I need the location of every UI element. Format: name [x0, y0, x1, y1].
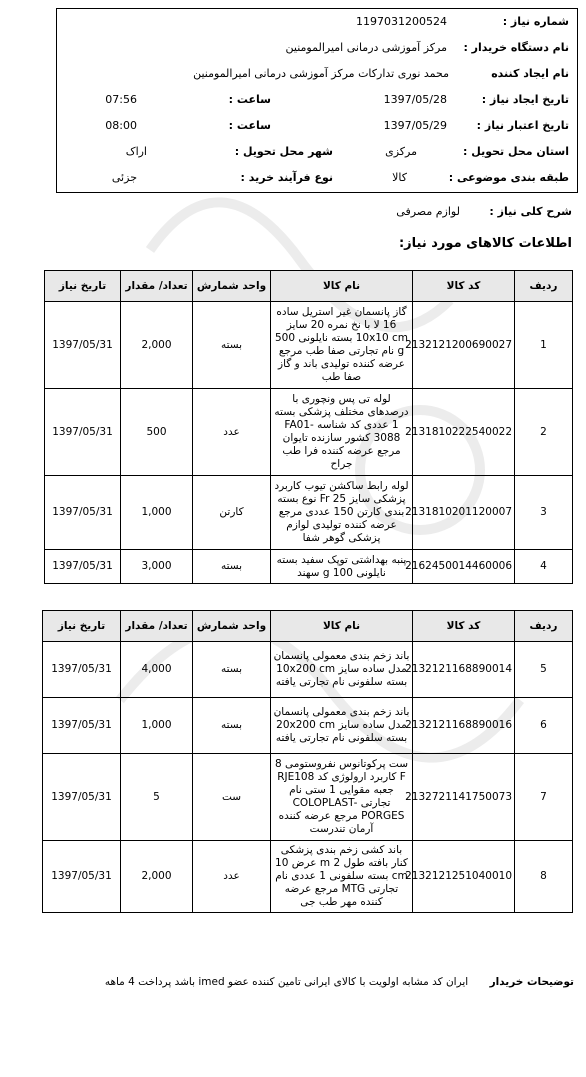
process-value: جزئی — [111, 171, 137, 184]
buyer-notes-value: ایران کد مشابه اولویت با کالای ایرانی تامین کننده عضو imed باشد پرداخت 4 ماهه — [104, 976, 469, 988]
item-unit: بسته — [193, 642, 271, 698]
province-label: استان محل تحویل : — [463, 145, 569, 158]
table-row — [43, 754, 573, 841]
item-qty: 2,000 — [121, 302, 193, 389]
need-number-value: 1197031200524 — [356, 15, 447, 28]
item-name: ست پرکوتانوس نفروستومی 8 F کاربرد ارولوژی کد RJE108 جعبه مقوایی 1 ستی نام تجارتی COLOPLAST-PORGES مرجع عرضه کننده آرمان تندرست — [271, 754, 413, 841]
buyer-notes — [105, 976, 574, 988]
item-code: 2132121168890014 — [413, 642, 515, 698]
creator-row — [57, 63, 577, 87]
item-name: باند زخم بندی معمولی پانسمان مدل ساده سایز 20x200 cm بسته سلفونی نام تجارتی یافته — [271, 698, 413, 754]
buyer-org-value: مرکز آموزشی درمانی امیرالمومنین — [285, 41, 447, 54]
item-code: 2132721141750073 — [413, 754, 515, 841]
table-row — [45, 476, 573, 550]
item-date: 1397/05/31 — [43, 642, 121, 698]
col-unit-header: واحد شمارش — [193, 271, 271, 302]
process-label: نوع فرآیند خرید : — [240, 171, 333, 184]
item-date: 1397/05/31 — [43, 841, 121, 913]
item-qty: 4,000 — [121, 642, 193, 698]
item-date: 1397/05/31 — [45, 302, 121, 389]
row-number: 4 — [515, 550, 573, 584]
items-section-title: اطلاعات کالاهای مورد نیاز: — [398, 236, 572, 251]
item-unit: بسته — [193, 550, 271, 584]
col-code-header: کد کالا — [413, 611, 515, 642]
need-number-label: شماره نیاز : — [502, 15, 569, 28]
item-unit: کارتن — [193, 476, 271, 550]
table-row — [43, 841, 573, 913]
need-summary — [396, 205, 572, 218]
item-qty: 500 — [121, 389, 193, 476]
city-label: شهر محل تحویل : — [234, 145, 333, 158]
create-date-value: 1397/05/28 — [383, 93, 447, 106]
city-value: اراک — [125, 145, 147, 158]
row-number: 6 — [515, 698, 573, 754]
item-name: لوله رابط ساکشن تیوب کاربرد پزشکی سایز 25 Fr نوع بسته بندی کارتن 150 عددی مرجع عرضه کننده تولیدی لوازم پزشکی گوهر شفا — [271, 476, 413, 550]
item-unit: بسته — [193, 698, 271, 754]
item-code: 2131810201120007 — [413, 476, 515, 550]
item-code: 2132121200690027 — [413, 302, 515, 389]
create-time-value: 07:56 — [105, 93, 137, 106]
valid-time-label: ساعت : — [228, 119, 271, 132]
item-code: 2162450014460006 — [413, 550, 515, 584]
item-date: 1397/05/31 — [45, 550, 121, 584]
col-row-header: ردیف — [515, 611, 573, 642]
buyer-notes-label: توضیحات خریدار — [489, 976, 574, 988]
item-name: لوله تی پس ونچوری با درصدهای مختلف پزشکی بسته 1 عددی کد شناسه FA01-3088 کشور سازنده تایوان مرجع عرضه کننده فرا طب جراح — [271, 389, 413, 476]
valid-time-value: 08:00 — [105, 119, 137, 132]
item-date: 1397/05/31 — [45, 389, 121, 476]
item-name: گاز پانسمان غیر استریل ساده 16 لا با نخ نمره 20 سایز 10x10 cm بسته نایلونی 500 g نام تجارتی صفا طب مرجع عرضه کننده تولیدی باند و گاز صفا طب — [271, 302, 413, 389]
row-number: 1 — [515, 302, 573, 389]
category-row — [57, 167, 577, 191]
item-name: باند کشی زخم بندی پزشکی کنار بافته طول 2 m عرض 10 cm بسته سلفونی 1 عددی نام تجارتی MTG مرجع عرضه کننده مهر طب جی — [271, 841, 413, 913]
item-qty: 1,000 — [121, 476, 193, 550]
create-time-label: ساعت : — [228, 93, 271, 106]
col-code-header: کد کالا — [413, 271, 515, 302]
table-header-row — [43, 611, 573, 642]
item-qty: 3,000 — [121, 550, 193, 584]
col-unit-header: واحد شمارش — [193, 611, 271, 642]
item-unit: عدد — [193, 841, 271, 913]
row-number: 7 — [515, 754, 573, 841]
item-name: پنبه بهداشتی توپک سفید بسته نایلونی 100 g سهند — [271, 550, 413, 584]
summary-label: شرح کلی نیاز : — [489, 205, 572, 218]
col-qty-header: تعداد/ مقدار — [121, 271, 193, 302]
row-number: 3 — [515, 476, 573, 550]
valid-date-label: تاریخ اعتبار نیاز : — [476, 119, 569, 132]
item-date: 1397/05/31 — [45, 476, 121, 550]
table-row — [43, 642, 573, 698]
table-header-row — [45, 271, 573, 302]
col-name-header: نام کالا — [271, 271, 413, 302]
table-row — [45, 389, 573, 476]
col-qty-header: تعداد/ مقدار — [121, 611, 193, 642]
col-row-header: ردیف — [515, 271, 573, 302]
col-date-header: تاریخ نیاز — [43, 611, 121, 642]
items-table-2 — [42, 610, 573, 913]
valid-date-value: 1397/05/29 — [383, 119, 447, 132]
summary-value: لوازم مصرفی — [396, 205, 460, 218]
creator-label: نام ایجاد کننده — [491, 67, 569, 80]
item-qty: 2,000 — [121, 841, 193, 913]
row-number: 2 — [515, 389, 573, 476]
table-row — [45, 550, 573, 584]
table-row — [43, 698, 573, 754]
item-unit: بسته — [193, 302, 271, 389]
buyer-org-label: نام دستگاه خریدار : — [463, 41, 569, 54]
item-qty: 1,000 — [121, 698, 193, 754]
category-label: طبقه بندی موضوعی : — [448, 171, 569, 184]
col-name-header: نام کالا — [271, 611, 413, 642]
valid-date-row — [57, 115, 577, 139]
need-number-row — [57, 11, 577, 35]
creator-value: محمد نوری تدارکات مرکز آموزشی درمانی امیرالمومنین — [193, 67, 449, 80]
col-date-header: تاریخ نیاز — [45, 271, 121, 302]
item-name: باند زخم بندی معمولی پانسمان مدل ساده سایز 10x200 cm بسته سلفونی نام تجارتی یافته — [271, 642, 413, 698]
item-qty: 5 — [121, 754, 193, 841]
item-date: 1397/05/31 — [43, 754, 121, 841]
items-table-1 — [44, 270, 573, 584]
create-date-row — [57, 89, 577, 113]
create-date-label: تاریخ ایجاد نیاز : — [481, 93, 569, 106]
item-date: 1397/05/31 — [43, 698, 121, 754]
header-info-box — [56, 8, 578, 193]
row-number: 8 — [515, 841, 573, 913]
province-row — [57, 141, 577, 165]
item-code: 2132121168890016 — [413, 698, 515, 754]
province-value: مرکزی — [385, 145, 417, 158]
item-unit: ست — [193, 754, 271, 841]
item-code: 2131810222540022 — [413, 389, 515, 476]
table-row — [45, 302, 573, 389]
row-number: 5 — [515, 642, 573, 698]
item-code: 2132121251040010 — [413, 841, 515, 913]
buyer-org-row — [57, 37, 577, 61]
item-unit: عدد — [193, 389, 271, 476]
category-value: کالا — [392, 171, 407, 184]
